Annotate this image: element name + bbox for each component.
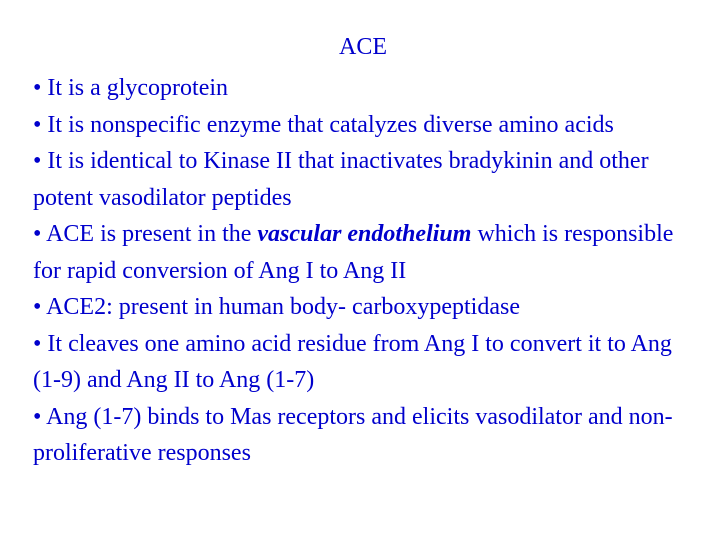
bullet-icon: • — [33, 148, 42, 174]
bullet-item — [33, 143, 693, 216]
bullet-icon: • — [33, 221, 42, 247]
bullet-text-after: which is responsible for rapid conversion of Ang I to Ang II — [33, 221, 674, 284]
bullet-text-before: ACE is present in the — [46, 221, 258, 247]
bullet-icon: • — [33, 75, 42, 101]
slide-title — [0, 32, 720, 62]
slide-title-text: ACE — [339, 34, 387, 60]
bullet-icon: • — [33, 403, 42, 430]
bullet-icon: • — [33, 111, 42, 138]
bullet-list — [33, 70, 693, 472]
bullet-icon: • — [33, 294, 42, 320]
bullet-text: It is nonspecific enzyme that catalyzes diverse amino acids — [47, 111, 614, 138]
bullet-item — [33, 399, 693, 472]
bullet-text: It is identical to Kinase II that inactivates bradykinin and other potent vasodilator peptides — [33, 148, 649, 211]
bullet-item — [33, 107, 693, 144]
bullet-item — [33, 326, 693, 399]
bullet-item — [33, 289, 693, 326]
bullet-text: ACE2: present in human body- carboxypeptidase — [46, 294, 520, 320]
bullet-item — [33, 70, 693, 107]
bullet-item — [33, 216, 693, 289]
bullet-text: It is a glycoprotein — [47, 75, 229, 101]
bullet-text: Ang (1-7) binds to Mas receptors and elicits vasodilator and non-proliferative responses — [33, 403, 673, 466]
bullet-text: It cleaves one amino acid residue from Ang I to convert it to Ang (1-9) and Ang II to Ang (1-7) — [33, 330, 672, 393]
bullet-icon: • — [33, 330, 42, 357]
bullet-emphasis: vascular endothelium — [257, 221, 472, 247]
